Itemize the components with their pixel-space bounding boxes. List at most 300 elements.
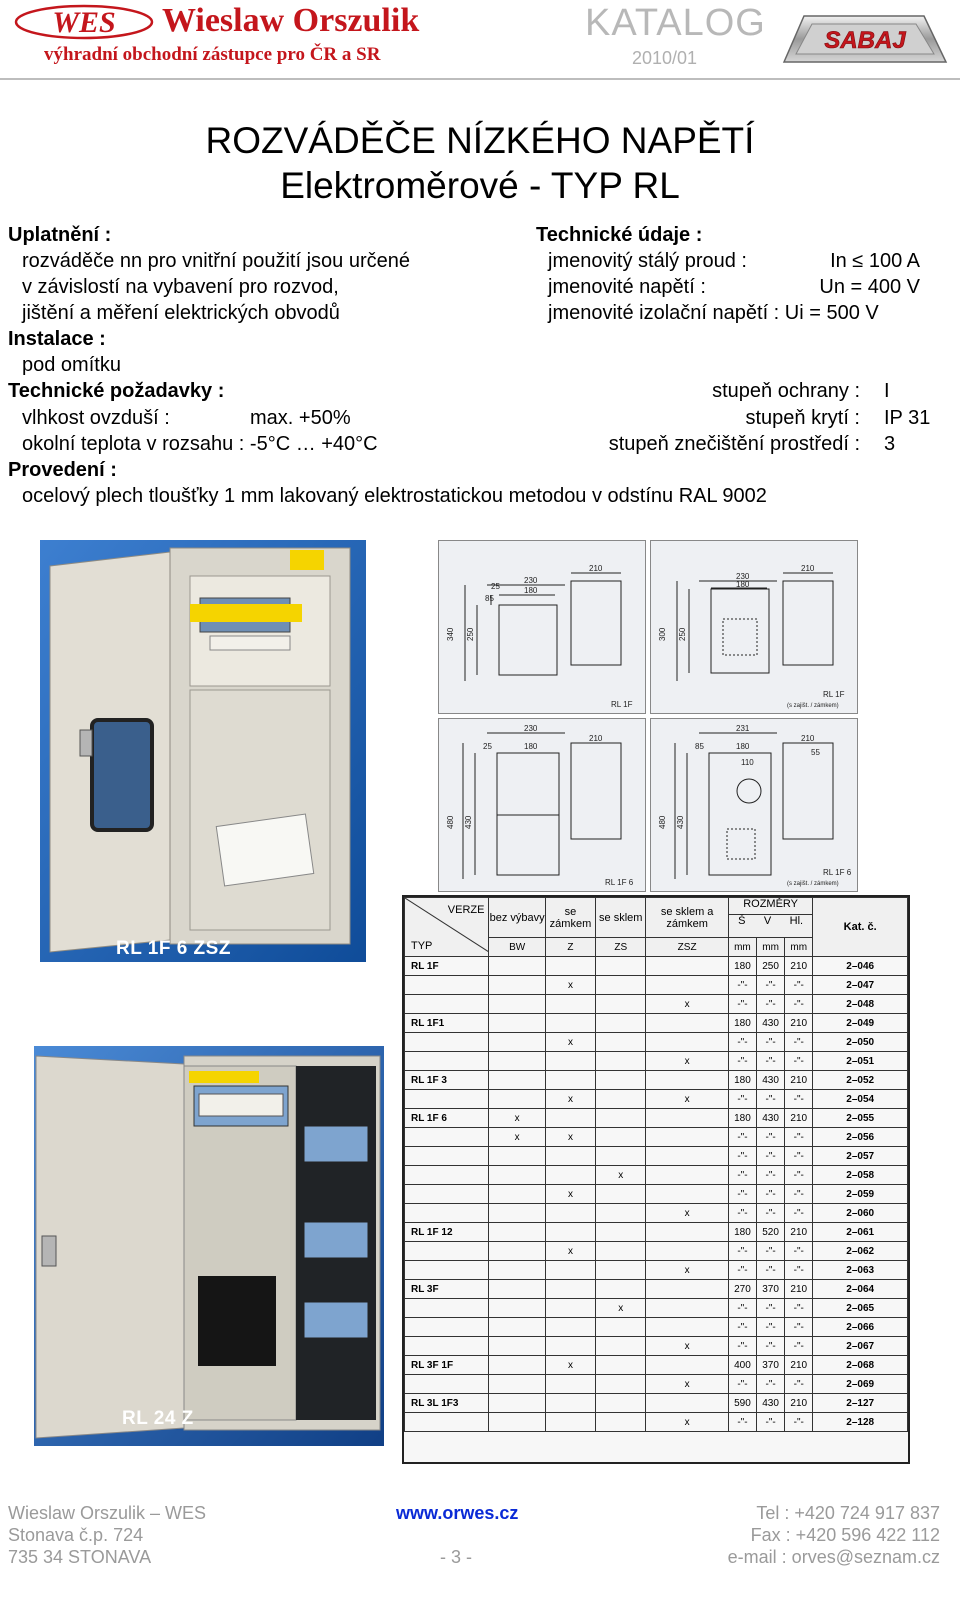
cell-z xyxy=(545,1223,595,1242)
cell-zsz: x xyxy=(646,1204,728,1223)
cell-zs xyxy=(596,1109,646,1128)
dimension-label: 430 xyxy=(464,815,473,829)
cell-s: -"- xyxy=(728,1242,756,1261)
table-row xyxy=(405,1166,908,1185)
cell-kat: 2–049 xyxy=(813,1014,908,1033)
cell-kat: 2–062 xyxy=(813,1242,908,1261)
cell-s: -"- xyxy=(728,1128,756,1147)
cell-zsz xyxy=(646,1318,728,1337)
cell-zsz: x xyxy=(646,1090,728,1109)
product-photo-rl-1f-6-zsz xyxy=(40,540,366,962)
cell-h: -"- xyxy=(785,1299,813,1318)
cell-z xyxy=(545,1299,595,1318)
dimension-label: 180 xyxy=(736,580,750,589)
cell-bw xyxy=(489,1280,545,1299)
cell-zsz: x xyxy=(646,1337,728,1356)
table-row xyxy=(405,1052,908,1071)
header-bez-vybavy: bez výbavy xyxy=(489,898,545,938)
drawing-rl-1f-6 xyxy=(438,718,646,892)
cell-zsz xyxy=(646,1394,728,1413)
cell-bw xyxy=(489,1356,545,1375)
dimension-label: 210 xyxy=(801,734,815,743)
cell-z xyxy=(545,1318,595,1337)
brand-subtitle: výhradní obchodní zástupce pro ČR a SR xyxy=(44,44,381,65)
cell-h: 210 xyxy=(785,1280,813,1299)
cell-typ xyxy=(405,1375,489,1394)
cell-z xyxy=(545,1052,595,1071)
unit-mm: mm xyxy=(785,938,813,957)
footer-website-link[interactable]: www.orwes.cz xyxy=(396,1503,519,1523)
cell-bw xyxy=(489,1318,545,1337)
drawing-label: RL 1F xyxy=(823,690,845,699)
protection-class-name: stupeň ochrany : xyxy=(712,380,860,402)
table-row xyxy=(405,1204,908,1223)
table-row xyxy=(405,1147,908,1166)
table-row xyxy=(405,995,908,1014)
cell-zs xyxy=(596,1413,646,1432)
cell-zs xyxy=(596,1052,646,1071)
footer-street: Stonava č.p. 724 xyxy=(8,1525,144,1545)
cell-bw xyxy=(489,1375,545,1394)
pollution-value: 3 xyxy=(884,433,896,455)
cell-zsz xyxy=(646,1223,728,1242)
cell-v: 430 xyxy=(757,1109,785,1128)
dimension-label: 230 xyxy=(736,572,750,581)
cell-typ xyxy=(405,995,489,1014)
cell-h: -"- xyxy=(785,1242,813,1261)
cell-zs xyxy=(596,1147,646,1166)
cell-zsz: x xyxy=(646,995,728,1014)
cell-s: -"- xyxy=(728,995,756,1014)
drawing-label: RL 1F 6 xyxy=(605,878,634,887)
table-row xyxy=(405,1242,908,1261)
cell-typ: RL 3L 1F3 xyxy=(405,1394,489,1413)
cell-v: -"- xyxy=(757,1375,785,1394)
cell-s: -"- xyxy=(728,976,756,995)
dimension-label: 85 xyxy=(695,742,704,751)
cell-typ xyxy=(405,1204,489,1223)
cell-bw xyxy=(489,1033,545,1052)
cell-bw xyxy=(489,1299,545,1318)
cell-z xyxy=(545,1204,595,1223)
cell-kat: 2–069 xyxy=(813,1375,908,1394)
cell-h: 210 xyxy=(785,1071,813,1090)
header-dim-s: Š xyxy=(738,915,746,927)
dimension-label: 210 xyxy=(589,564,603,573)
cell-typ: RL 1F 12 xyxy=(405,1223,489,1242)
cell-zs xyxy=(596,1394,646,1413)
cell-z: x xyxy=(545,1090,595,1109)
cell-v: 430 xyxy=(757,1014,785,1033)
header-divider xyxy=(0,78,960,80)
cell-v: 430 xyxy=(757,1394,785,1413)
cell-zsz: x xyxy=(646,1052,728,1071)
dimension-label: 180 xyxy=(524,586,538,595)
cell-z xyxy=(545,1394,595,1413)
cell-zs xyxy=(596,1337,646,1356)
brand-name: Wieslaw Orszulik xyxy=(162,2,420,39)
cell-typ xyxy=(405,1299,489,1318)
cell-h: -"- xyxy=(785,1261,813,1280)
tech-voltage-value: Un = 400 V xyxy=(819,276,920,298)
cell-bw: x xyxy=(489,1109,545,1128)
header-verze-typ xyxy=(405,898,489,957)
table-row xyxy=(405,1337,908,1356)
technical-label: Technické údaje : xyxy=(536,224,703,246)
cell-bw xyxy=(489,1337,545,1356)
table-row xyxy=(405,1375,908,1394)
photo-caption: RL 1F 6 ZSZ xyxy=(116,938,231,959)
cell-z xyxy=(545,1280,595,1299)
cell-typ xyxy=(405,1128,489,1147)
cell-z: x xyxy=(545,1185,595,1204)
tech-insulation: jmenovité izolační napětí : Ui = 500 V xyxy=(548,302,879,324)
footer-company: Wieslaw Orszulik – WES xyxy=(8,1503,207,1523)
cell-zs xyxy=(596,1261,646,1280)
cell-zs xyxy=(596,976,646,995)
requirements-label: Technické požadavky : xyxy=(8,380,225,402)
cell-bw xyxy=(489,1223,545,1242)
cell-zs xyxy=(596,1090,646,1109)
design-label: Provedení : xyxy=(8,459,117,481)
cell-s: -"- xyxy=(728,1261,756,1280)
cell-zs xyxy=(596,1014,646,1033)
cell-z: x xyxy=(545,1033,595,1052)
cell-h: -"- xyxy=(785,1185,813,1204)
cell-z xyxy=(545,995,595,1014)
cell-s: -"- xyxy=(728,1033,756,1052)
tech-current-name: jmenovitý stálý proud : xyxy=(548,250,747,272)
cell-bw xyxy=(489,976,545,995)
cell-typ xyxy=(405,1166,489,1185)
cell-bw xyxy=(489,1147,545,1166)
cell-z xyxy=(545,1071,595,1090)
catalog-table xyxy=(402,895,910,1464)
usage-line: rozváděče nn pro vnitřní použití jsou určené xyxy=(22,250,410,272)
drawing-label: RL 1F 6 xyxy=(823,868,852,877)
cell-kat: 2–066 xyxy=(813,1318,908,1337)
drawing-note: (s zajišt. / zámkem) xyxy=(787,703,839,709)
cell-zsz: x xyxy=(646,1261,728,1280)
footer-email[interactable]: e-mail : orves@seznam.cz xyxy=(727,1547,940,1567)
cell-v: -"- xyxy=(757,1261,785,1280)
cell-z xyxy=(545,1261,595,1280)
header-rozmery xyxy=(728,898,813,938)
cell-v: -"- xyxy=(757,1337,785,1356)
cell-v: -"- xyxy=(757,1204,785,1223)
cell-kat: 2–068 xyxy=(813,1356,908,1375)
cell-kat: 2–046 xyxy=(813,957,908,976)
cell-z: x xyxy=(545,976,595,995)
cell-h: 210 xyxy=(785,1223,813,1242)
cell-zsz xyxy=(646,1147,728,1166)
usage-label: Uplatnění : xyxy=(8,224,112,246)
cell-h: -"- xyxy=(785,1318,813,1337)
cell-kat: 2–048 xyxy=(813,995,908,1014)
cell-zs xyxy=(596,957,646,976)
code-zs: ZS xyxy=(596,938,646,957)
wes-logo xyxy=(14,4,154,40)
cell-zs xyxy=(596,1356,646,1375)
cell-v: -"- xyxy=(757,1299,785,1318)
cell-zsz xyxy=(646,1033,728,1052)
cell-s: 180 xyxy=(728,1014,756,1033)
humidity-name: vlhkost ovzduší : xyxy=(22,407,170,429)
table-row xyxy=(405,957,908,976)
cell-typ xyxy=(405,1318,489,1337)
cell-zsz xyxy=(646,1071,728,1090)
cell-zsz xyxy=(646,1299,728,1318)
page-subtitle: Elektroměrové - TYP RL xyxy=(280,165,680,206)
cell-typ xyxy=(405,1147,489,1166)
table-row xyxy=(405,1128,908,1147)
cell-bw xyxy=(489,1090,545,1109)
cell-bw xyxy=(489,1185,545,1204)
cell-zs xyxy=(596,1280,646,1299)
cell-z: x xyxy=(545,1356,595,1375)
cell-s: 180 xyxy=(728,957,756,976)
cell-s: 180 xyxy=(728,1223,756,1242)
footer-tel: Tel : +420 724 917 837 xyxy=(756,1503,940,1523)
cell-h: 210 xyxy=(785,1394,813,1413)
product-photo-rl-24-z xyxy=(34,1046,384,1446)
cell-typ xyxy=(405,1242,489,1261)
cell-v: -"- xyxy=(757,1052,785,1071)
cell-h: 210 xyxy=(785,1109,813,1128)
cell-zs xyxy=(596,1204,646,1223)
cell-zs xyxy=(596,1318,646,1337)
cell-v: -"- xyxy=(757,1147,785,1166)
table-row xyxy=(405,1280,908,1299)
drawing-rl-1f-lock xyxy=(650,540,858,714)
cell-bw xyxy=(489,1071,545,1090)
cell-zsz xyxy=(646,976,728,995)
cell-zsz xyxy=(646,1128,728,1147)
cell-v: -"- xyxy=(757,1090,785,1109)
table-row xyxy=(405,1071,908,1090)
cell-kat: 2–059 xyxy=(813,1185,908,1204)
dimension-label: 340 xyxy=(446,627,455,641)
cell-zs xyxy=(596,1033,646,1052)
cell-kat: 2–047 xyxy=(813,976,908,995)
cell-zsz xyxy=(646,1185,728,1204)
table-row xyxy=(405,1299,908,1318)
cell-h: -"- xyxy=(785,1033,813,1052)
dimension-label: 480 xyxy=(658,815,667,829)
cell-zs xyxy=(596,1242,646,1261)
dimension-label: 250 xyxy=(466,627,475,641)
cell-bw xyxy=(489,1242,545,1261)
table-row xyxy=(405,976,908,995)
cell-h: 210 xyxy=(785,957,813,976)
cell-h: -"- xyxy=(785,1375,813,1394)
ip-rating-value: IP 31 xyxy=(884,407,931,429)
cell-zs: x xyxy=(596,1166,646,1185)
cell-s: 270 xyxy=(728,1280,756,1299)
cell-zs xyxy=(596,1375,646,1394)
cell-h: -"- xyxy=(785,1128,813,1147)
cell-h: -"- xyxy=(785,1052,813,1071)
cell-z xyxy=(545,1413,595,1432)
cell-typ: RL 1F 6 xyxy=(405,1109,489,1128)
cell-zsz xyxy=(646,1242,728,1261)
cell-zs xyxy=(596,1128,646,1147)
cell-z xyxy=(545,1147,595,1166)
cell-s: -"- xyxy=(728,1375,756,1394)
cell-z xyxy=(545,1109,595,1128)
tech-current-value: In ≤ 100 A xyxy=(830,250,920,272)
cell-z xyxy=(545,1375,595,1394)
cell-zsz: x xyxy=(646,1413,728,1432)
cell-h: -"- xyxy=(785,995,813,1014)
table-row xyxy=(405,1109,908,1128)
cell-typ xyxy=(405,1185,489,1204)
cell-kat: 2–052 xyxy=(813,1071,908,1090)
cell-bw xyxy=(489,957,545,976)
unit-mm: mm xyxy=(728,938,756,957)
cell-s: 180 xyxy=(728,1071,756,1090)
cell-z: x xyxy=(545,1128,595,1147)
cell-kat: 2–060 xyxy=(813,1204,908,1223)
cell-s: -"- xyxy=(728,1337,756,1356)
cell-zsz xyxy=(646,957,728,976)
cell-kat: 2–050 xyxy=(813,1033,908,1052)
cell-kat: 2–056 xyxy=(813,1128,908,1147)
header-se-sklem: se sklem xyxy=(596,898,646,938)
page-title: ROZVÁDĚČE NÍZKÉHO NAPĚTÍ xyxy=(205,120,755,161)
footer-fax: Fax : +420 596 422 112 xyxy=(750,1525,940,1545)
cell-z xyxy=(545,957,595,976)
dimension-label: 230 xyxy=(524,576,538,585)
cell-s: -"- xyxy=(728,1204,756,1223)
cell-v: -"- xyxy=(757,1242,785,1261)
dimension-label: 85 xyxy=(485,594,494,603)
dimension-label: 110 xyxy=(741,758,754,767)
cell-bw xyxy=(489,1413,545,1432)
code-z: Z xyxy=(545,938,595,957)
cell-kat: 2–058 xyxy=(813,1166,908,1185)
cell-v: 370 xyxy=(757,1280,785,1299)
cell-zsz xyxy=(646,1356,728,1375)
cell-kat: 2–057 xyxy=(813,1147,908,1166)
dimension-label: 480 xyxy=(446,815,455,829)
dimension-label: 210 xyxy=(801,564,815,573)
code-zsz: ZSZ xyxy=(646,938,728,957)
dimension-label: 25 xyxy=(483,742,492,751)
cell-typ: RL 1F xyxy=(405,957,489,976)
humidity-value: max. +50% xyxy=(250,407,351,429)
cell-typ xyxy=(405,976,489,995)
cell-h: -"- xyxy=(785,1090,813,1109)
cell-zs: x xyxy=(596,1299,646,1318)
header-se-sklem-a-zamkem: se sklem a zámkem xyxy=(646,898,728,938)
cell-bw xyxy=(489,1052,545,1071)
cell-zs xyxy=(596,1223,646,1242)
cell-v: -"- xyxy=(757,995,785,1014)
cell-h: -"- xyxy=(785,1204,813,1223)
cell-bw xyxy=(489,1261,545,1280)
drawing-note: (s zajišt. / zámkem) xyxy=(787,881,839,887)
cell-z xyxy=(545,1337,595,1356)
cell-typ xyxy=(405,1090,489,1109)
cell-zsz xyxy=(646,1166,728,1185)
dimension-label: 180 xyxy=(524,742,538,751)
cell-h: -"- xyxy=(785,1147,813,1166)
dimension-label: 231 xyxy=(736,724,750,733)
ip-rating-name: stupeň krytí : xyxy=(745,407,860,429)
cell-typ xyxy=(405,1033,489,1052)
cell-v: -"- xyxy=(757,1413,785,1432)
cell-kat: 2–067 xyxy=(813,1337,908,1356)
cell-typ: RL 3F 1F xyxy=(405,1356,489,1375)
table-row xyxy=(405,1318,908,1337)
cell-h: -"- xyxy=(785,1413,813,1432)
table-row xyxy=(405,1261,908,1280)
usage-line: jištění a měření elektrických obvodů xyxy=(22,302,340,324)
cell-s: 180 xyxy=(728,1109,756,1128)
cell-zsz xyxy=(646,1280,728,1299)
dimension-label: 55 xyxy=(811,748,820,757)
cell-bw: x xyxy=(489,1128,545,1147)
header-dim-hl: Hl. xyxy=(789,915,804,927)
dimension-label: 230 xyxy=(524,724,538,733)
cell-v: 250 xyxy=(757,957,785,976)
pollution-name: stupeň znečištění prostředí : xyxy=(608,433,860,455)
cell-h: 210 xyxy=(785,1356,813,1375)
cell-kat: 2–051 xyxy=(813,1052,908,1071)
cell-z: x xyxy=(545,1242,595,1261)
cell-s: 400 xyxy=(728,1356,756,1375)
header-kat: Kat. č. xyxy=(813,898,908,957)
cell-kat: 2–127 xyxy=(813,1394,908,1413)
cell-bw xyxy=(489,1204,545,1223)
tech-voltage-name: jmenovité napětí : xyxy=(548,276,706,298)
cell-v: 520 xyxy=(757,1223,785,1242)
cell-s: -"- xyxy=(728,1090,756,1109)
unit-mm: mm xyxy=(757,938,785,957)
code-bw: BW xyxy=(489,938,545,957)
table-row xyxy=(405,1033,908,1052)
design-value: ocelový plech tloušťky 1 mm lakovaný elektrostatickou metodou v odstínu RAL 9002 xyxy=(22,485,767,507)
dimension-label: 180 xyxy=(736,742,750,751)
temperature-range: okolní teplota v rozsahu : -5°C … +40°C xyxy=(22,433,378,455)
cell-kat: 2–055 xyxy=(813,1109,908,1128)
footer-page-number: - 3 - xyxy=(440,1547,473,1567)
cell-s: 590 xyxy=(728,1394,756,1413)
cell-s: -"- xyxy=(728,1318,756,1337)
installation-value: pod omítku xyxy=(22,354,121,376)
dimension-label: 210 xyxy=(589,734,603,743)
table-row xyxy=(405,1356,908,1375)
cell-v: 430 xyxy=(757,1071,785,1090)
header-se-zamkem: se zámkem xyxy=(545,898,595,938)
cell-bw xyxy=(489,995,545,1014)
cell-typ: RL 3F xyxy=(405,1280,489,1299)
cell-s: -"- xyxy=(728,1185,756,1204)
cell-s: -"- xyxy=(728,1413,756,1432)
header-verze: VERZE xyxy=(447,904,485,916)
cell-v: 370 xyxy=(757,1356,785,1375)
cell-typ: RL 1F 3 xyxy=(405,1071,489,1090)
dimension-label: 300 xyxy=(658,627,667,641)
cell-zsz: x xyxy=(646,1375,728,1394)
cell-zsz xyxy=(646,1109,728,1128)
cell-h: -"- xyxy=(785,1337,813,1356)
drawing-rl-1f xyxy=(438,540,646,714)
table-row xyxy=(405,1223,908,1242)
cell-v: -"- xyxy=(757,1033,785,1052)
table-row xyxy=(405,1413,908,1432)
